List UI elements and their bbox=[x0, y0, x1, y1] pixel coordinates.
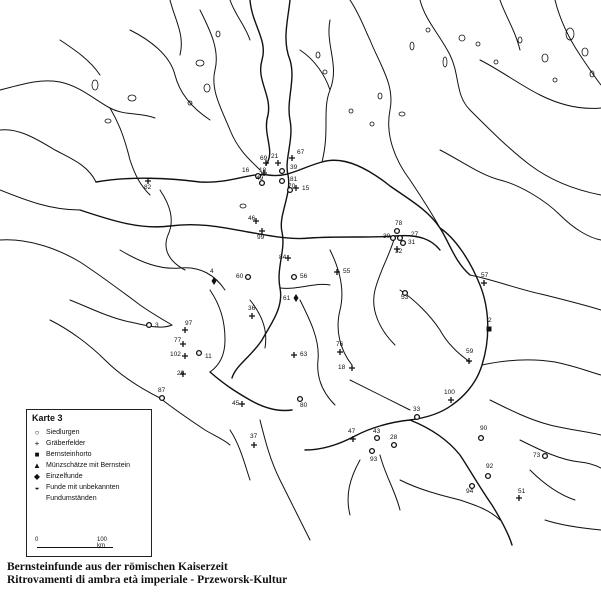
caption-line-italian: Ritrovamenti di ambra età imperiale - Przeworsk-Kultur bbox=[7, 574, 288, 586]
settlement-marker bbox=[395, 229, 400, 234]
grave-marker bbox=[350, 436, 356, 442]
legend-item-grave bbox=[32, 438, 151, 449]
square-icon: ■ bbox=[34, 450, 40, 459]
legend-item-single-find bbox=[32, 471, 151, 482]
site-label: 99 bbox=[257, 234, 265, 241]
legend-label: Bernsteinhorto bbox=[46, 451, 92, 458]
grave-marker bbox=[275, 160, 281, 166]
settlement-marker bbox=[197, 351, 202, 356]
half-circle-icon: ◒ bbox=[34, 483, 40, 492]
settlement-marker bbox=[375, 436, 380, 441]
site-label: 73 bbox=[533, 452, 541, 459]
site-label: 43 bbox=[373, 428, 381, 435]
settlement-marker bbox=[160, 396, 165, 401]
settlement-marker bbox=[298, 397, 303, 402]
site-label: 100 bbox=[444, 389, 455, 396]
legend bbox=[26, 409, 152, 557]
legend-label: Münzschätze mit Bernstein bbox=[46, 462, 131, 469]
site-label: 2 bbox=[488, 317, 492, 324]
settlement-marker bbox=[401, 241, 406, 246]
settlement-marker bbox=[292, 275, 297, 280]
site-label: 92 bbox=[486, 463, 494, 470]
site-label: 55 bbox=[343, 268, 351, 275]
site-label: 45 bbox=[232, 400, 240, 407]
grave-marker bbox=[249, 313, 255, 319]
site-label: 82 bbox=[144, 184, 152, 191]
river-danube bbox=[210, 372, 292, 411]
grave-marker bbox=[337, 349, 343, 355]
settlement-marker bbox=[486, 474, 491, 479]
grave-marker bbox=[182, 353, 188, 359]
legend-continuation: Fundumständen bbox=[46, 495, 97, 502]
scale-start: 0 bbox=[35, 537, 39, 543]
diamond-icon: ◆ bbox=[33, 472, 41, 481]
site-label: 97 bbox=[185, 320, 193, 327]
site-label: 77 bbox=[174, 337, 182, 344]
single-find-marker bbox=[294, 294, 299, 302]
site-label: 84 bbox=[279, 254, 287, 261]
site-label: 28 bbox=[390, 434, 398, 441]
river-vistula bbox=[250, 0, 270, 165]
legend-label: Siedlurgen bbox=[46, 429, 80, 436]
single-find-marker bbox=[212, 277, 217, 285]
site-label: 67 bbox=[297, 149, 305, 156]
settlement-marker bbox=[280, 179, 285, 184]
site-label: 39 bbox=[290, 164, 298, 171]
legend-title: Karte 3 bbox=[32, 413, 63, 423]
site-label: 3 bbox=[155, 322, 159, 329]
site-label: 26 bbox=[177, 370, 185, 377]
scale-line bbox=[37, 547, 113, 548]
site-label: 76 bbox=[336, 341, 344, 348]
site-label: 81 bbox=[290, 176, 298, 183]
site-label: 93 bbox=[370, 456, 378, 463]
site-label: 60 bbox=[236, 273, 244, 280]
site-label: 57 bbox=[481, 272, 489, 279]
river-south bbox=[410, 420, 512, 545]
caption-line-german: Bernsteinfunde aus der römischen Kaiserzeit bbox=[7, 561, 228, 573]
river-east bbox=[305, 228, 488, 450]
grave-marker bbox=[349, 365, 355, 371]
site-label: 49 bbox=[256, 175, 264, 182]
settlement-marker bbox=[543, 454, 548, 459]
grave-marker bbox=[516, 495, 522, 501]
site-label: 21 bbox=[271, 153, 279, 160]
site-label: 15 bbox=[302, 185, 310, 192]
legend-item-hoard bbox=[32, 449, 151, 460]
grave-marker bbox=[291, 352, 297, 358]
grave-marker bbox=[239, 401, 245, 407]
site-label: 47 bbox=[348, 428, 356, 435]
settlement-icon: ○ bbox=[34, 428, 40, 437]
site-label: 31 bbox=[408, 239, 416, 246]
site-label: 63 bbox=[300, 351, 308, 358]
site-label: 27 bbox=[411, 231, 419, 238]
site-label: 59 bbox=[466, 348, 474, 355]
site-label: 18 bbox=[338, 364, 346, 371]
hoard-marker bbox=[487, 327, 492, 332]
lakes bbox=[92, 28, 594, 208]
grave-marker bbox=[289, 155, 295, 161]
settlement-marker bbox=[392, 443, 397, 448]
site-label: 16 bbox=[242, 167, 250, 174]
site-label: 90 bbox=[480, 425, 488, 432]
legend-item-coin-hoard bbox=[32, 460, 151, 471]
site-label: 78 bbox=[395, 220, 403, 227]
find-sites bbox=[144, 149, 547, 501]
settlement-marker bbox=[398, 236, 403, 241]
site-label: 94 bbox=[466, 488, 474, 495]
settlement-marker bbox=[370, 449, 375, 454]
site-label: 18 bbox=[259, 167, 267, 174]
triangle-icon: ▲ bbox=[33, 461, 41, 470]
scale-bar bbox=[35, 538, 115, 552]
site-label: 87 bbox=[158, 387, 166, 394]
site-label: 37 bbox=[250, 433, 258, 440]
grave-marker bbox=[448, 397, 454, 403]
settlement-marker bbox=[280, 169, 285, 174]
scale-end: 100 km bbox=[97, 537, 108, 549]
legend-label: Gräberfelder bbox=[46, 440, 86, 447]
site-label: 46 bbox=[248, 215, 256, 222]
river-main bbox=[80, 210, 440, 250]
site-label: 61 bbox=[283, 295, 291, 302]
site-label: 51 bbox=[518, 488, 526, 495]
map-caption bbox=[7, 561, 287, 587]
site-label: 56 bbox=[300, 273, 308, 280]
settlement-marker bbox=[391, 236, 396, 241]
site-label: 33 bbox=[413, 406, 421, 413]
settlement-marker bbox=[415, 415, 420, 420]
grave-marker bbox=[466, 358, 472, 364]
site-label: 30 bbox=[383, 233, 391, 240]
site-label: 102 bbox=[170, 351, 181, 358]
legend-item-unknown bbox=[32, 482, 151, 493]
grave-marker bbox=[182, 327, 188, 333]
site-label: 32 bbox=[395, 248, 403, 255]
settlement-marker bbox=[479, 436, 484, 441]
site-label: 80 bbox=[300, 402, 308, 409]
grave-marker bbox=[251, 442, 257, 448]
settlement-marker bbox=[246, 275, 251, 280]
legend-label: Funde mit unbekannten bbox=[46, 484, 120, 491]
cross-icon: + bbox=[34, 439, 40, 448]
legend-item-settlement bbox=[32, 427, 151, 438]
site-label: 53 bbox=[401, 294, 409, 301]
settlement-marker bbox=[147, 323, 152, 328]
legend-label: Einzelfunde bbox=[46, 473, 83, 480]
grave-marker bbox=[481, 280, 487, 286]
site-label: 11 bbox=[205, 353, 212, 360]
site-label: 70 bbox=[288, 183, 296, 190]
site-label: 4 bbox=[210, 268, 214, 275]
site-label: 69 bbox=[260, 155, 268, 162]
site-label: 36 bbox=[248, 305, 256, 312]
